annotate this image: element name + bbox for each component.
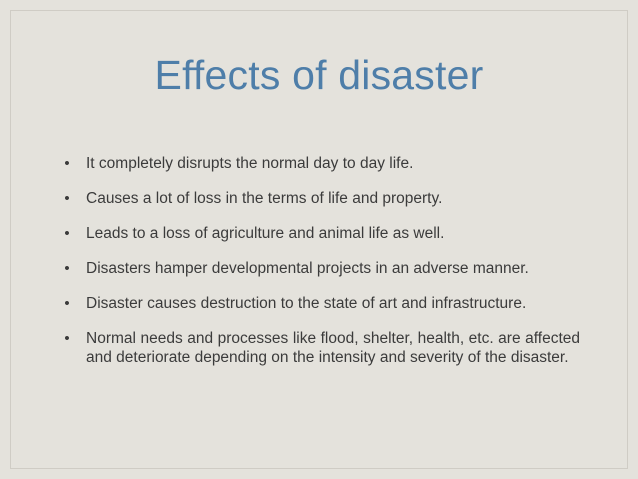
bullet-text: Disasters hamper developmental projects in an adverse manner. <box>86 260 529 277</box>
bullet-item <box>62 224 580 243</box>
bullet-dot-icon: • <box>64 330 70 347</box>
bullet-item <box>62 154 580 173</box>
bullet-text: Disaster causes destruction to the state of art and infrastructure. <box>86 295 527 312</box>
bullet-list <box>62 154 580 383</box>
bullet-item <box>62 189 580 208</box>
bullet-item <box>62 329 580 367</box>
bullet-dot-icon: • <box>64 260 70 277</box>
bullet-item <box>62 294 580 313</box>
bullet-dot-icon: • <box>64 190 70 207</box>
slide-title: Effects of disaster <box>154 52 484 98</box>
bullet-dot-icon: • <box>64 225 70 242</box>
bullet-text: Normal needs and processes like flood, shelter, health, etc. are affected and deteriorate depending on the intensity and severity of the disaster. <box>86 330 580 366</box>
bullet-text: It completely disrupts the normal day to day life. <box>86 155 414 172</box>
bullet-dot-icon: • <box>64 155 70 172</box>
bullet-dot-icon: • <box>64 295 70 312</box>
bullet-text: Leads to a loss of agriculture and animal life as well. <box>86 225 445 242</box>
bullet-item <box>62 259 580 278</box>
bullet-text: Causes a lot of loss in the terms of life and property. <box>86 190 443 207</box>
